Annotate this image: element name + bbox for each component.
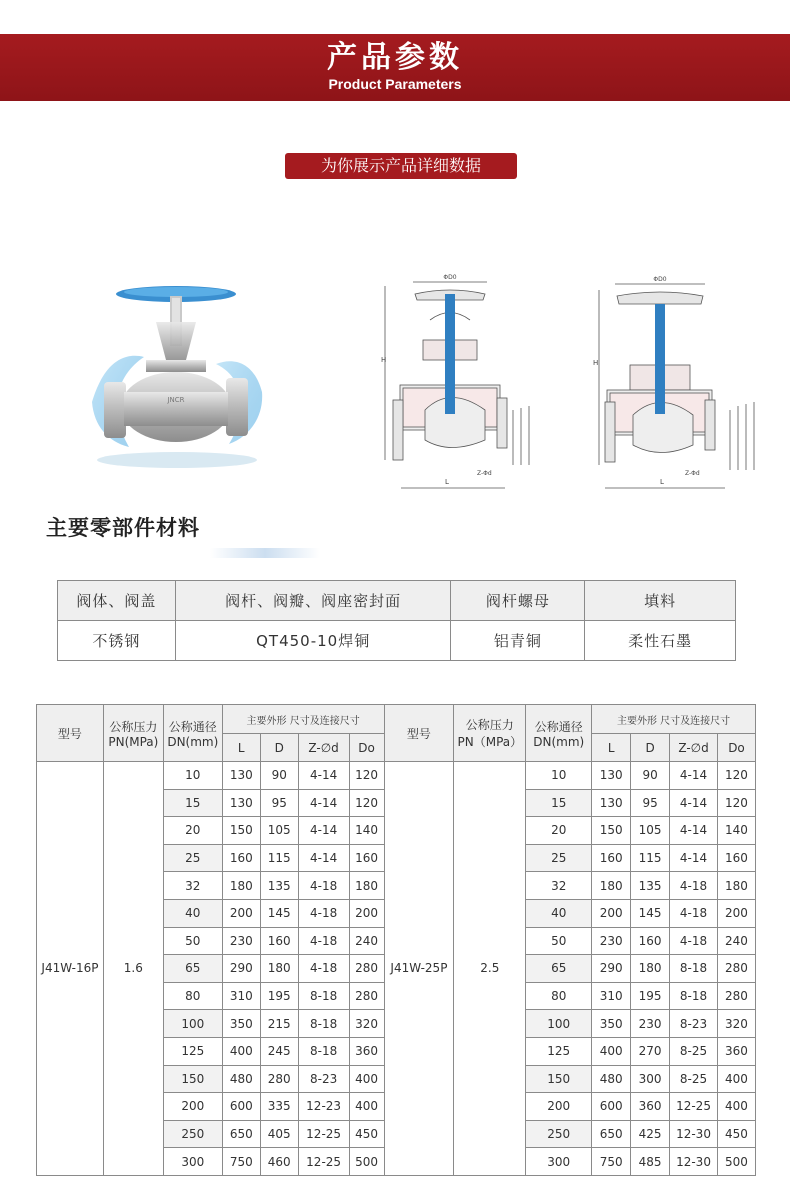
dim-cell: 280 xyxy=(349,982,384,1010)
dn-cell: 100 xyxy=(163,1010,222,1038)
dim-cell: 195 xyxy=(631,982,670,1010)
dim-cell: 135 xyxy=(631,872,670,900)
label-h: H xyxy=(381,356,387,364)
materials-table xyxy=(57,580,736,661)
header-dim: L xyxy=(592,734,631,762)
header-dims-group: 主要外形 尺寸及连接尺寸 xyxy=(592,705,756,734)
dim-cell: 245 xyxy=(260,1037,298,1065)
dn-cell: 250 xyxy=(163,1120,222,1148)
dim-cell: 95 xyxy=(260,789,298,817)
dim-cell: 4-14 xyxy=(298,817,349,845)
dim-cell: 95 xyxy=(631,789,670,817)
dim-cell: 105 xyxy=(260,817,298,845)
dim-cell: 4-14 xyxy=(298,762,349,790)
dim-cell: 600 xyxy=(222,1093,260,1121)
dim-cell: 180 xyxy=(631,955,670,983)
spec-table xyxy=(36,704,756,1176)
materials-title: 主要零部件材料 xyxy=(46,516,200,540)
dim-cell: 650 xyxy=(592,1120,631,1148)
tagline-badge: 为你展示产品详细数据 xyxy=(285,153,517,179)
dn-cell: 80 xyxy=(163,982,222,1010)
dn-cell: 80 xyxy=(526,982,592,1010)
dim-cell: 485 xyxy=(631,1148,670,1176)
dim-cell: 200 xyxy=(222,899,260,927)
materials-value: 柔性石墨 xyxy=(585,621,736,661)
dn-cell: 150 xyxy=(163,1065,222,1093)
label-l-2: L xyxy=(660,478,664,486)
header-banner xyxy=(0,34,790,101)
dim-cell: 105 xyxy=(631,817,670,845)
header-dim: L xyxy=(222,734,260,762)
dim-cell: 290 xyxy=(222,955,260,983)
dim-cell: 8-18 xyxy=(670,982,718,1010)
dim-cell: 280 xyxy=(349,955,384,983)
dim-cell: 130 xyxy=(222,762,260,790)
dim-cell: 160 xyxy=(222,844,260,872)
dim-cell: 240 xyxy=(717,927,755,955)
dim-cell: 160 xyxy=(717,844,755,872)
dim-cell: 480 xyxy=(222,1065,260,1093)
dim-cell: 4-18 xyxy=(298,899,349,927)
dn-cell: 20 xyxy=(163,817,222,845)
dim-cell: 350 xyxy=(592,1010,631,1038)
label-l: L xyxy=(445,478,449,486)
dim-cell: 4-18 xyxy=(670,927,718,955)
valve-photo xyxy=(84,282,270,472)
title-decoration xyxy=(210,548,320,558)
dim-cell: 120 xyxy=(349,762,384,790)
dn-cell: 50 xyxy=(163,927,222,955)
dn-cell: 15 xyxy=(526,789,592,817)
dim-cell: 650 xyxy=(222,1120,260,1148)
dim-cell: 400 xyxy=(349,1065,384,1093)
dim-cell: 180 xyxy=(592,872,631,900)
dim-cell: 310 xyxy=(592,982,631,1010)
dim-cell: 160 xyxy=(260,927,298,955)
dim-cell: 360 xyxy=(349,1037,384,1065)
materials-value: 铝青铜 xyxy=(451,621,585,661)
dim-cell: 145 xyxy=(631,899,670,927)
dim-cell: 350 xyxy=(222,1010,260,1038)
label-d0: ΦD0 xyxy=(443,274,457,281)
dim-cell: 270 xyxy=(631,1037,670,1065)
header-pressure: 公称压力 PN（MPa） xyxy=(454,705,526,762)
spec-header-row xyxy=(37,705,756,734)
dn-cell: 15 xyxy=(163,789,222,817)
dim-cell: 120 xyxy=(717,789,755,817)
dim-cell: 400 xyxy=(592,1037,631,1065)
dn-cell: 32 xyxy=(526,872,592,900)
model-cell: J41W-16P xyxy=(37,762,104,1176)
dim-cell: 8-18 xyxy=(298,1037,349,1065)
dim-cell: 400 xyxy=(222,1037,260,1065)
svg-text:JNCR: JNCR xyxy=(167,396,185,404)
dim-cell: 230 xyxy=(592,927,631,955)
label-d0-2: ΦD0 xyxy=(653,276,667,283)
technical-drawing-1 xyxy=(355,270,530,495)
dim-cell: 180 xyxy=(349,872,384,900)
dim-cell: 160 xyxy=(349,844,384,872)
dn-cell: 200 xyxy=(526,1093,592,1121)
dn-cell: 65 xyxy=(163,955,222,983)
header-dim: Do xyxy=(717,734,755,762)
dim-cell: 4-18 xyxy=(670,872,718,900)
dim-cell: 360 xyxy=(717,1037,755,1065)
dim-cell: 320 xyxy=(349,1010,384,1038)
dim-cell: 405 xyxy=(260,1120,298,1148)
dim-cell: 195 xyxy=(260,982,298,1010)
dim-cell: 120 xyxy=(717,762,755,790)
header-diameter: 公称通径 DN(mm) xyxy=(526,705,592,762)
dim-cell: 280 xyxy=(717,982,755,1010)
dn-cell: 125 xyxy=(163,1037,222,1065)
dn-cell: 200 xyxy=(163,1093,222,1121)
dim-cell: 230 xyxy=(222,927,260,955)
header-dim: Z-∅d xyxy=(670,734,718,762)
dn-cell: 40 xyxy=(526,899,592,927)
dim-cell: 180 xyxy=(717,872,755,900)
dim-cell: 230 xyxy=(631,1010,670,1038)
dn-cell: 20 xyxy=(526,817,592,845)
dim-cell: 130 xyxy=(592,762,631,790)
dim-cell: 280 xyxy=(260,1065,298,1093)
dim-cell: 400 xyxy=(349,1093,384,1121)
materials-header: 阀杆螺母 xyxy=(451,581,585,621)
dim-cell: 425 xyxy=(631,1120,670,1148)
page-subtitle: Product Parameters xyxy=(328,76,462,92)
dim-cell: 145 xyxy=(260,899,298,927)
dn-cell: 50 xyxy=(526,927,592,955)
dim-cell: 4-18 xyxy=(298,927,349,955)
model-cell: J41W-25P xyxy=(384,762,454,1176)
stem xyxy=(445,294,455,414)
dim-cell: 115 xyxy=(631,844,670,872)
materials-header: 填料 xyxy=(585,581,736,621)
dim-cell: 8-18 xyxy=(670,955,718,983)
dim-cell: 450 xyxy=(717,1120,755,1148)
dim-cell: 90 xyxy=(631,762,670,790)
materials-value: 不锈钢 xyxy=(58,621,176,661)
dim-cell: 160 xyxy=(592,844,631,872)
dim-cell: 4-14 xyxy=(298,789,349,817)
header-dim: Do xyxy=(349,734,384,762)
dim-cell: 500 xyxy=(349,1148,384,1176)
dim-cell: 480 xyxy=(592,1065,631,1093)
dim-cell: 460 xyxy=(260,1148,298,1176)
dim-cell: 4-14 xyxy=(670,817,718,845)
dim-cell: 115 xyxy=(260,844,298,872)
dn-cell: 65 xyxy=(526,955,592,983)
dn-cell: 250 xyxy=(526,1120,592,1148)
dn-cell: 25 xyxy=(526,844,592,872)
dn-cell: 25 xyxy=(163,844,222,872)
dn-cell: 40 xyxy=(163,899,222,927)
dim-cell: 750 xyxy=(222,1148,260,1176)
dim-cell: 150 xyxy=(222,817,260,845)
dim-cell: 750 xyxy=(592,1148,631,1176)
dim-cell: 140 xyxy=(349,817,384,845)
dn-cell: 300 xyxy=(163,1148,222,1176)
dim-cell: 8-18 xyxy=(298,982,349,1010)
dn-cell: 150 xyxy=(526,1065,592,1093)
dim-cell: 180 xyxy=(260,955,298,983)
dim-cell: 12-30 xyxy=(670,1120,718,1148)
dim-cell: 120 xyxy=(349,789,384,817)
dim-cell: 240 xyxy=(349,927,384,955)
dim-cell: 310 xyxy=(222,982,260,1010)
dim-cell: 215 xyxy=(260,1010,298,1038)
dim-cell: 280 xyxy=(717,955,755,983)
dn-cell: 10 xyxy=(163,762,222,790)
dim-cell: 140 xyxy=(717,817,755,845)
dn-cell: 125 xyxy=(526,1037,592,1065)
pressure-cell: 1.6 xyxy=(103,762,163,1176)
dim-cell: 400 xyxy=(717,1065,755,1093)
dim-cell: 300 xyxy=(631,1065,670,1093)
dim-cell: 4-18 xyxy=(298,955,349,983)
header-dim: D xyxy=(260,734,298,762)
dim-cell: 4-14 xyxy=(298,844,349,872)
dim-cell: 4-18 xyxy=(298,872,349,900)
materials-value: QT450-10焊铜 xyxy=(175,621,451,661)
dim-cell: 8-25 xyxy=(670,1037,718,1065)
dim-cell: 130 xyxy=(592,789,631,817)
pressure-cell: 2.5 xyxy=(454,762,526,1176)
dn-cell: 10 xyxy=(526,762,592,790)
dim-cell: 8-23 xyxy=(298,1065,349,1093)
dim-cell: 8-18 xyxy=(298,1010,349,1038)
dim-cell: 400 xyxy=(717,1093,755,1121)
dn-cell: 32 xyxy=(163,872,222,900)
header-model: 型号 xyxy=(37,705,104,762)
dim-cell: 12-25 xyxy=(670,1093,718,1121)
dim-cell: 8-23 xyxy=(670,1010,718,1038)
dim-cell: 12-25 xyxy=(298,1120,349,1148)
header-dim: Z-∅d xyxy=(298,734,349,762)
dim-cell: 200 xyxy=(349,899,384,927)
page-title: 产品参数 xyxy=(327,40,463,75)
technical-drawing-2 xyxy=(575,270,775,495)
dim-cell: 150 xyxy=(592,817,631,845)
header-pressure: 公称压力 PN(MPa) xyxy=(103,705,163,762)
dim-cell: 90 xyxy=(260,762,298,790)
dim-cell: 180 xyxy=(222,872,260,900)
dim-cell: 500 xyxy=(717,1148,755,1176)
header-model: 型号 xyxy=(384,705,454,762)
table-row xyxy=(37,762,756,790)
dim-cell: 135 xyxy=(260,872,298,900)
dim-cell: 320 xyxy=(717,1010,755,1038)
materials-value-row xyxy=(58,621,736,661)
header-dims-group: 主要外形 尺寸及连接尺寸 xyxy=(222,705,384,734)
dim-cell: 360 xyxy=(631,1093,670,1121)
label-h-2: H xyxy=(593,359,599,367)
dim-cell: 12-23 xyxy=(298,1093,349,1121)
label-bolt: Z-Φd xyxy=(477,470,492,477)
dim-cell: 12-25 xyxy=(298,1148,349,1176)
stem-2 xyxy=(655,304,665,414)
dim-cell: 4-14 xyxy=(670,844,718,872)
header-diameter: 公称通径 DN(mm) xyxy=(163,705,222,762)
dim-cell: 8-25 xyxy=(670,1065,718,1093)
dim-cell: 335 xyxy=(260,1093,298,1121)
dim-cell: 160 xyxy=(631,927,670,955)
materials-header: 阀体、阀盖 xyxy=(58,581,176,621)
materials-header-row xyxy=(58,581,736,621)
dim-cell: 4-14 xyxy=(670,789,718,817)
label-bolt-2: Z-Φd xyxy=(685,470,700,477)
dim-cell: 130 xyxy=(222,789,260,817)
dim-cell: 290 xyxy=(592,955,631,983)
dim-cell: 4-14 xyxy=(670,762,718,790)
dn-cell: 300 xyxy=(526,1148,592,1176)
dim-cell: 600 xyxy=(592,1093,631,1121)
dim-cell: 200 xyxy=(592,899,631,927)
materials-header: 阀杆、阀瓣、阀座密封面 xyxy=(175,581,451,621)
dim-cell: 12-30 xyxy=(670,1148,718,1176)
dim-cell: 450 xyxy=(349,1120,384,1148)
dim-cell: 4-18 xyxy=(670,899,718,927)
dim-cell: 200 xyxy=(717,899,755,927)
dn-cell: 100 xyxy=(526,1010,592,1038)
header-dim: D xyxy=(631,734,670,762)
